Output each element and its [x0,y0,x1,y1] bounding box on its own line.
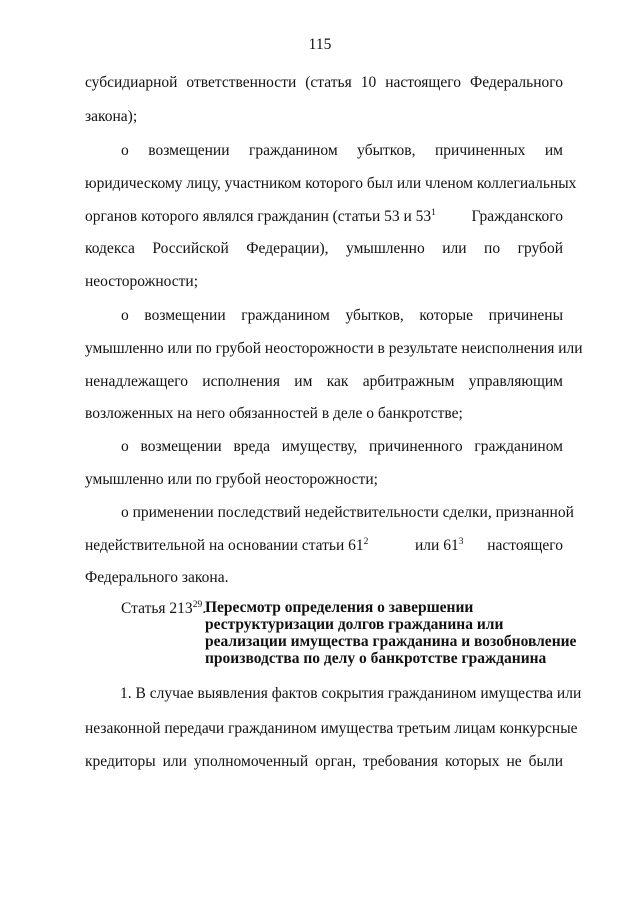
body-line-3: кредиторы или уполномоченный орган, требования которых не были [85,753,563,770]
article-title-line-1: Пересмотр определения о завершении [205,599,474,616]
article-label-text: Статья 213 [121,600,193,617]
page-number: 115 [308,36,332,53]
superscript-61-2: 2 [363,537,369,547]
text-line-3: о возмещении гражданином убытков, причиненных им [121,142,563,159]
text-line-9: умышленно или по грубой неосторожности в результате неисполнения или [85,340,583,357]
text-line-12: о возмещении вреда имуществу, причиненного гражданином [121,438,563,455]
article-title-line-4: производства по делу о банкротстве гражданина [205,650,547,667]
text-line-8: о возмещении гражданином убытков, которые причинены [121,307,563,324]
text-line-2: закона); [85,108,138,125]
text-line-15-mid [415,536,463,556]
superscript-61-3: 3 [458,537,464,547]
text-line-5 [85,207,563,227]
text-line-14: о применении последствий недействительности сделки, признанной [121,504,574,521]
text-line-16: Федерального закона. [85,569,229,586]
article-title [205,599,577,667]
text-line-15-tail: настоящего [487,537,563,554]
article-label-dot: . [202,600,207,617]
text-line-15 [85,536,563,556]
body-line-1: 1. В случае выявления фактов сокрытия гражданином имущества или [120,685,582,702]
superscript-53: 1 [431,208,436,218]
text-line-15-or: или 61 [415,537,459,554]
text-line-13: умышленно или по грубой неосторожности; [85,471,378,488]
superscript-article: 29 [192,600,203,610]
text-line-15-main: недействительной на основании статьи 61 [85,537,364,554]
body-line-2: незаконной передачи гражданином имущества третьим лицам конкурсные [85,720,578,737]
text-line-1: субсидиарной ответственности (статья 10 настоящего Федерального [85,74,563,91]
text-line-6: кодекса Российской Федерации), умышленно или по грубой [85,240,563,257]
text-line-11: возложенных на него обязанностей в деле о банкротстве; [85,405,463,422]
text-line-7: неосторожности; [85,273,199,290]
text-line-5-main: органов которого являлся гражданин (статьи 53 и 53 [85,208,432,225]
article-title-line-2: реструктуризации долгов гражданина или [205,616,504,633]
text-line-5-tail: Гражданского [471,208,563,225]
article-title-line-3: реализации имущества гражданина и возобновление [205,633,577,650]
text-line-10: ненадлежащего исполнения им как арбитражным управляющим [85,373,563,390]
article-label [121,599,206,619]
text-line-4: юридическому лицу, участником которого был или членом коллегиальных [85,175,577,192]
